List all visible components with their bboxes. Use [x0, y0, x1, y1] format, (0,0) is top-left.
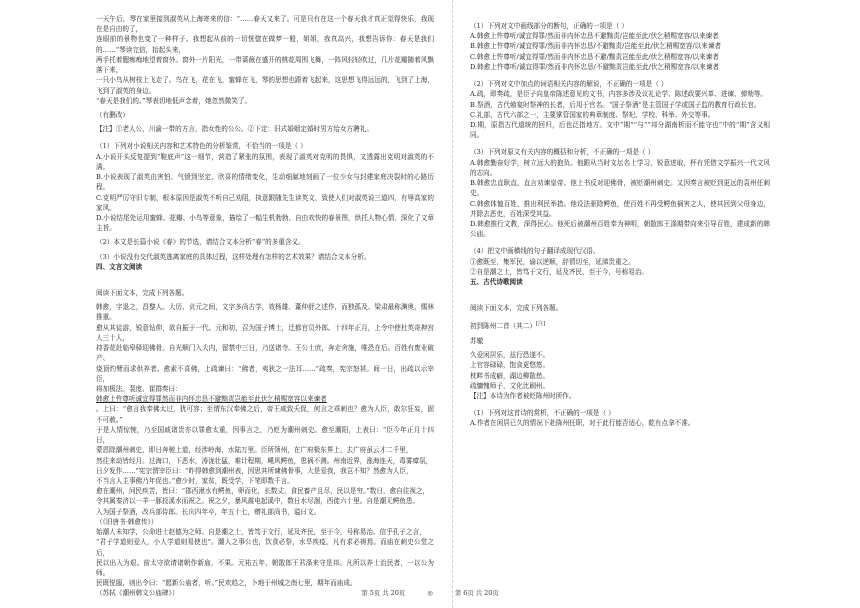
footnote: [96, 124, 434, 134]
text-line: 始潮人未知学，公命进士赵德为之师。自是潮之士，皆笃于文行，延及齐民，至于今，号称易治。信乎孔子之言，: [96, 528, 426, 537]
story-source: （有删改）: [96, 110, 129, 119]
option: C.克明严厉守旧专制，根本原因是淑英不听自己劝阻，执意跟随先生读英文，致使人们对淑英说三道四，有辱高家的家风。: [96, 193, 434, 212]
poem-note-mark: [注]: [535, 321, 546, 328]
text-line: 不当言人主事佛乃年促也。”愈少时，家贫，既受学，下笔即数千言。: [96, 476, 294, 485]
story-line: “春天是我们的。”琴表切地低声念着，她忽然微笑了。: [96, 96, 252, 105]
option: B.韩愈忠直耿直，直言劝谏皇帝。他上书反对迎佛骨，被贬潮州刺史。又因奏言被贬到更远的袁州任刺史。: [470, 179, 770, 198]
option: D.韩愈推行文教，深得民心。他死后被潮州百姓奉为神明，朝散郎王涤期带向来引导百姓，建成新的韩公庙。: [470, 219, 770, 239]
section-4-heading: 四、文言文阅读: [96, 262, 143, 271]
page-fold-line: [452, 0, 453, 608]
text-line: 愈在潮州，问民疾苦，皆曰：“郡西湫水有鳄鱼，卵而化，长数丈，食民畜产且尽，民以是穷。”数日，愈自往视之，: [96, 487, 430, 496]
option: D.小说结尾处运用蜜蜂、花瓣、小鸟等意象，描绘了一幅生机勃勃、自由欢快的春景图，烘托人物心情，深化了文章主旨。: [96, 213, 434, 233]
r-question-1-options: [470, 31, 770, 72]
text-line: 烧顶灼臂而求供养者。愈素不喜佛，上疏谏曰：“佛者，夷狄之一法耳……”疏奏，宪宗怒甚。间一日，出疏以示宰臣，: [96, 364, 434, 383]
option: B.祭酒，古代飨宴时祭神的长者，后用于官名。“国子祭酒”是主管国子学或国子监的教育行政长官。: [470, 100, 761, 109]
reading-prompt: 阅读下面文本，完成下列各题。: [96, 289, 189, 298]
question-3: （3）小说没有交代淑英逃离家庭的具体过程，这样处理有怎样的艺术效果？请结合文本分析。: [96, 252, 371, 261]
poem-line: 久爱闲居乐，兹行恐遂不。: [470, 351, 550, 360]
text-line: “君子学道则爱人，小人学道则易使也”。潮人之事公也，饮食必祭，水旱疾疫，凡有求必祷焉。而庙在刺史公堂之后，: [96, 538, 434, 557]
footnote-line: 【注】①老人公，川渝一带的方言，指女性的公公。②下定：旧式婚姻定婚时男方给女方聘礼。: [96, 125, 373, 134]
translation-item: ②自是潮之士，皆笃于文行，延及齐民，至于今，号称易治。: [470, 267, 649, 276]
r-question-1: （1）下列对文中画线部分的断句，正确的一项是（ ）: [470, 22, 628, 30]
story-line: 一天午后，琴在家里接到淑英从上海寄来的信：“……春天又来了。可是只有在这一个春天我才真正觉得快乐，我现在是自由的了，: [96, 15, 434, 34]
text-line: 韩愈上忤尊听诚宜得罪然而非内怀忠恳不避黜责岂能至此伏乞稍赐宽容以来谏者: [96, 395, 327, 404]
poem-question-1-options: [470, 418, 770, 428]
text-line: 。上曰：“愈言我奉佛太过，犹可容；至谓东汉奉佛之后，帝王咸致夭促，何言之乖刺也？愈为人臣，敢尔狂妄，固不可赦。”: [96, 405, 434, 424]
option: A.疏，即奏疏，是臣子向皇帝陈述意见的文书，内容多涉及议礼论学、陈述政要兴革、进谏、弹劾等。: [470, 90, 767, 99]
page-number-right: 第 6页 共 20页: [454, 589, 499, 597]
page-footer: [0, 589, 860, 599]
question-2: （2）本文是长篇小说《春》的节选，请结合文本分析“春”的多重含义。: [96, 238, 305, 247]
option: D.韩愈上忤尊听/诚宜得罪/然而非内怀忠恳/不避黜责岂能至此/伏乞稍赐宽容/以来谏者: [470, 62, 720, 71]
text-line: 令其属秦济以一羊一豚投溪水而祝之。祝之夕，暴风震电起溪中，数日水尽涸，西徙六十里。自是潮无鳄鱼患。: [96, 497, 420, 506]
classical-text-2: [96, 527, 434, 588]
r-question-3-options: [470, 158, 770, 240]
r-question-4-items: [470, 257, 770, 277]
option: A.作者在闲居已久的情况下赴陈州任职，对于此行能否适心，乾有点拿不准。: [470, 419, 695, 428]
poem-reading-prompt: 阅读下面文本，完成下列各题。: [470, 304, 563, 313]
text-line: 日夕发作……”宪宗谓宰臣曰：“昨得韩愈到潮州表，因思其所谏佛骨事，大是爱我，我岂不知？然愈为人臣，: [96, 466, 413, 475]
section-5-heading: 五、古代诗歌阅读: [470, 278, 523, 287]
r-question-2: （2）下列对文中加点的词语相关内容的解说，不正确的一项是（ ）: [470, 80, 668, 89]
option: A.小说开头反复提到“鞋底声”这一细节，营造了紧张的氛围，表现了淑英对克明的畏惧，又透露出克明对淑英的不满。: [96, 152, 434, 171]
left-column: [96, 14, 434, 599]
poem-lines: [470, 350, 770, 391]
text-line: 民既悦服，则出令曰：“愿新公庙者，听。”民欢趋之，卜地于州城之南七里，期年而庙成。: [96, 579, 357, 588]
footer-mark: ◎: [427, 589, 433, 597]
option: A.韩愈勤奋好学，树立远大的抱负。他跟从当时文坛名士学习，锐意进取，杯有凭借文学振兴一代文风的志向。: [470, 158, 770, 177]
story-line: 一只小鸟从树枝上飞走了。鸟在飞，花在飞，蜜蜂在飞，琴的思想也跟着飞起来，这思想飞得远远的，飞到了上海，飞到了淑英的身边。: [96, 76, 434, 95]
text-line: 愈从其徒游，锐意钻仰，欲自振于一代。元和初，召为国子博士，迁都官员外郎。十四年正月，上令中使杜英奇押宫人三十人，: [96, 323, 434, 342]
story-line: 连眼前的景物也变了一种样子。我想起从前的一切恍惚在做梦一般，姐姐，我真高兴，我想告诉你：春天是我们的……”琴读完信，抬起头来，: [96, 35, 434, 54]
classical-text-1: [96, 302, 434, 517]
text-line: 入为国子祭酒，改兵部侍郎。长庆四年卒，年五十七，赠礼部尚书，谥曰文。: [96, 507, 321, 516]
text-line: 将加极法。裴度、崔群奏曰：: [96, 385, 182, 393]
text-line: 民以出入为艰。前太守欲请诸朝作新庙，不果。元祐五年，朝散郎王君涤来守是邦。凡所以养士治民者，一以公为师。: [96, 558, 434, 577]
option: C.韩愈上忤尊听/诚宜得罪/然而非内怀忠恳不避/黜责岂能至此/伏乞稍赐宽容/以来谏者: [470, 52, 719, 61]
option: A.韩愈上忤尊听/诚宜得罪/然而非内怀忠恳不避黜责/岂能至此/伏乞稍赐宽容/以来谏者: [470, 32, 719, 41]
story-excerpt: [96, 14, 434, 106]
text-line: 于是人情惊惋，乃至国戚诸贵亦以罪愈太重，因事言之，乃贬为潮州刺史。愈至潮阳，上表曰：“臣今年正月十四日，: [96, 425, 434, 445]
poem-author: 苏辙: [470, 336, 484, 345]
option: B.韩愈上忤尊听/诚宜得罪/然而非内怀忠恳/不避黜责/岂能至此/伏乞稍赐宽容/以来谏者: [470, 42, 722, 51]
poem-title-text: 初到陈州二首（其二）: [470, 322, 536, 331]
text-line: 然往来动皆经月。过海口，下恶水，涛泷壮猛，难计程期，飓风鳄鱼，患祸不测。州南近界，涨海连天，毒雾瘴氛，: [96, 456, 433, 465]
option: B.小说表现了淑英由害怕、气愤到坚定、欣喜的情绪变化，生动细腻地刻画了一位少女与封建家庭决裂时的心路历程。: [96, 173, 434, 192]
poem-title: [470, 320, 770, 331]
classical-text-2-source: （苏轼《潮州韩文公庙碑》）: [96, 589, 179, 598]
poem-footnote: 【注】本诗为作者被贬陈州时所作。: [470, 391, 576, 400]
r-question-3: （3）下列对原文有关内容的概括和分析，不正确的一项是（ ）: [470, 148, 655, 157]
translation-item: ①愈既至，集军民，谕以逆顺，辞情切至，延涕贵重之。: [470, 257, 635, 266]
right-column: [470, 14, 770, 429]
r-question-2-options: [470, 89, 770, 140]
text-line: 持香花赴临皋驿迎佛骨。自光顺门入大内，留禁中三日，乃送诸寺。王公士庶，奔走舍施，唯恐在后。百姓有废业破产、: [96, 344, 434, 363]
question-1: （1）下列对小说相关内容和艺术特色的分析鉴赏，不恰当的一项是（ ）: [96, 142, 307, 151]
question-1-options: [96, 152, 434, 234]
poem-line: 疏慵愧师子，文化比刷州。: [470, 381, 550, 390]
classical-text-1-source: （《旧唐书·韩愈传》）: [96, 517, 158, 526]
option: C.礼部，古代六部之一，主要掌管国家的典章制度、祭祀、学校、科举、外交等事。: [470, 110, 715, 119]
page-number-left: 第 5页 共 20页: [361, 589, 406, 597]
poem-line: 枕畔书成癖，湖边柳散愁。: [470, 371, 550, 380]
text-line: 韩愈，字退之，昌黎人。大历、贞元之间，文字多尚古学，效杨雄、董仲舒之述作，而独孤及、梁肃最称渊奥，儒林推重。: [96, 303, 434, 322]
option: D.期，原指古代道统的回归，后也泛指地方。文中“期”“与”“邦分湖南析而不能守也”中的“期”含义相同。: [470, 120, 770, 140]
r-question-4: （4）把文中画横线的句子翻译成现代汉语。: [470, 247, 600, 256]
option: C.韩愈体恤百姓，推出利民举措。他设法驱除鳄鱼，使百姓不再受鳄鱼祸害之人，使其回到父母身边，并除去恶吏，百姓深受其益。: [470, 199, 770, 218]
poem-line: 上官容碌碌，饱食更悠悠。: [470, 361, 550, 370]
story-line: 两手托着腮痴痴地望着窗外。窗外一片阳光，一带蔷薇在盛开的桃花周围飞舞，一阵风轻轻吹过，几片花瓣随着风飘落下来，: [96, 55, 434, 75]
text-line: 蒙恩除潮州刺史，即日奔驰上道，经涉岭海，水陆万里。臣所领州，在广府极东界上，去广府虽云才二千里，: [96, 446, 413, 455]
poem-question-1: （1）下列对这首诗的赏析，不正确的一项是（ ）: [470, 409, 615, 418]
